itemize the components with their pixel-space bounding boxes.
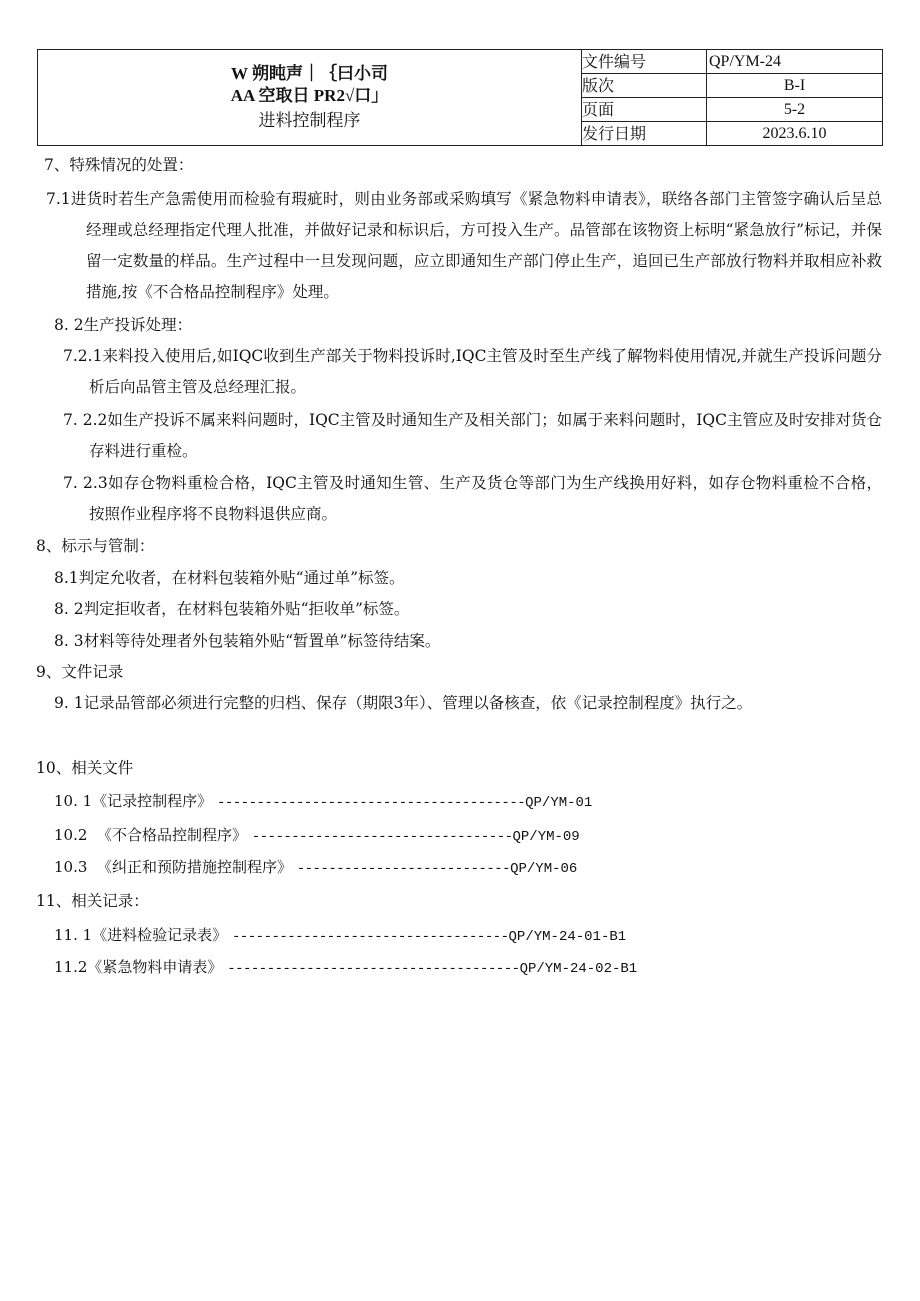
section-7-2-3 (63, 468, 882, 530)
company-line-2: AA 空取日 PR2√口」 (230, 85, 389, 105)
related-doc-row (54, 856, 577, 880)
related-doc-name: 《记录控制程序》 (92, 792, 213, 810)
section-11-title: 11、相关记录： (36, 892, 149, 910)
section-7-1 (6, 184, 882, 308)
related-doc-code: QP/YM-09 (512, 829, 580, 845)
related-doc-name: 《不合格品控制程序》 (96, 826, 247, 844)
leader-dashes: ------------------------------------- (227, 961, 520, 977)
section-9-1 (36, 688, 882, 719)
related-record-row (54, 924, 626, 948)
related-record-name: 《紧急物料申请表》 (87, 958, 223, 976)
related-record-code: QP/YM-24-02-B1 (519, 961, 638, 977)
company-line-1: W 朔盹声｜｛曰小司 (231, 63, 388, 83)
leader-dashes: --------------------------- (296, 861, 511, 877)
related-doc-number: 10.3 (54, 858, 88, 876)
field-label-issue-date: 发行日期 (582, 122, 707, 146)
section-8-1: 8.1判定允收者，在材料包装箱外贴“通过单”标签。 (54, 569, 405, 587)
related-doc-code: QP/YM-01 (525, 795, 593, 811)
section-9-title: 9、文件记录 (36, 663, 124, 681)
section-7-2-2 (63, 405, 882, 467)
header-table (37, 49, 883, 146)
field-value-issue-date: 2023.6.10 (707, 122, 883, 146)
section-7-title: 7、特殊情况的处置： (44, 156, 194, 174)
related-doc-row (54, 790, 592, 814)
section-7-1-text: 7.1进货时若生产急需使用而检验有瑕疵时，则由业务部或采购填写《紧急物料申请表》，联络各部门主管签字确认后呈总经理或总经理指定代理人批准，并做好记录和标识后，方可投入生产。品管部在该物资上标明“紧急放行”标记，并保留一定数量的样品。生产过程中一旦发现问题，应立即通知生产部门停止生产，追回已生产部放行物料并取相应补救措施,按《不合格品控制程序》处理。 (46, 190, 882, 301)
section-8-title: 8、标示与管制： (36, 537, 155, 555)
section-10-title: 10、相关文件 (36, 759, 134, 777)
title-cell (38, 50, 582, 146)
field-label-doc-number: 文件编号 (582, 50, 707, 74)
related-record-code: QP/YM-24-01-B1 (508, 929, 627, 945)
related-record-name: 《进料检验记录表》 (92, 926, 228, 944)
field-label-version: 版次 (582, 74, 707, 98)
section-8-3: 8. 3材料等待处理者外包装箱外贴“暂置单”标签待结案。 (54, 632, 441, 650)
related-doc-name: 《纠正和预防措施控制程序》 (96, 858, 292, 876)
field-value-version: B-I (707, 74, 883, 98)
section-9-1-text: 9. 1记录品管部必须进行完整的归档、保存（期限3年）、管理以备核查，依《记录控制程度》执行之。 (54, 694, 753, 712)
related-doc-code: QP/YM-06 (510, 861, 578, 877)
section-7-2-3-text: 7. 2.3如存仓物料重检合格，IQC主管及时通知生管、生产及货仓等部门为生产线换用好料，如存仓物料重检不合格，按照作业程序将不良物料退供应商。 (63, 474, 882, 523)
related-record-number: 11.2 (54, 958, 88, 976)
related-doc-number: 10. 1 (54, 792, 93, 810)
field-value-page: 5-2 (707, 98, 883, 122)
field-label-page: 页面 (582, 98, 707, 122)
doc-title: 进料控制程序 (258, 110, 361, 131)
leader-dashes: ----------------------------------- (231, 929, 509, 945)
section-7-2-1-text: 7.2.1来料投入使用后,如IQC收到生产部关于物料投诉时,IQC主管及时至生产线了解物料使用情况,并就生产投诉问题分析后向品管主管及总经理汇报。 (63, 347, 882, 396)
related-doc-number: 10.2 (54, 826, 88, 844)
leader-dashes: --------------------------------- (251, 829, 513, 845)
leader-dashes: --------------------------------------- (216, 795, 526, 811)
section-8-2: 8. 2判定拒收者，在材料包装箱外贴“拒收单”标签。 (54, 600, 410, 618)
related-record-number: 11. 1 (54, 926, 93, 944)
section-7-2-2-text: 7. 2.2如生产投诉不属来料问题时，IQC主管及时通知生产及相关部门；如属于来料问题时，IQC主管应及时安排对货仓存料进行重检。 (63, 411, 882, 460)
related-doc-row (54, 824, 580, 848)
section-7-2-1 (63, 341, 882, 403)
field-value-doc-number: QP/YM-24 (707, 50, 883, 74)
related-record-row (54, 956, 637, 980)
section-8-2-title: 8. 2生产投诉处理： (54, 316, 193, 334)
